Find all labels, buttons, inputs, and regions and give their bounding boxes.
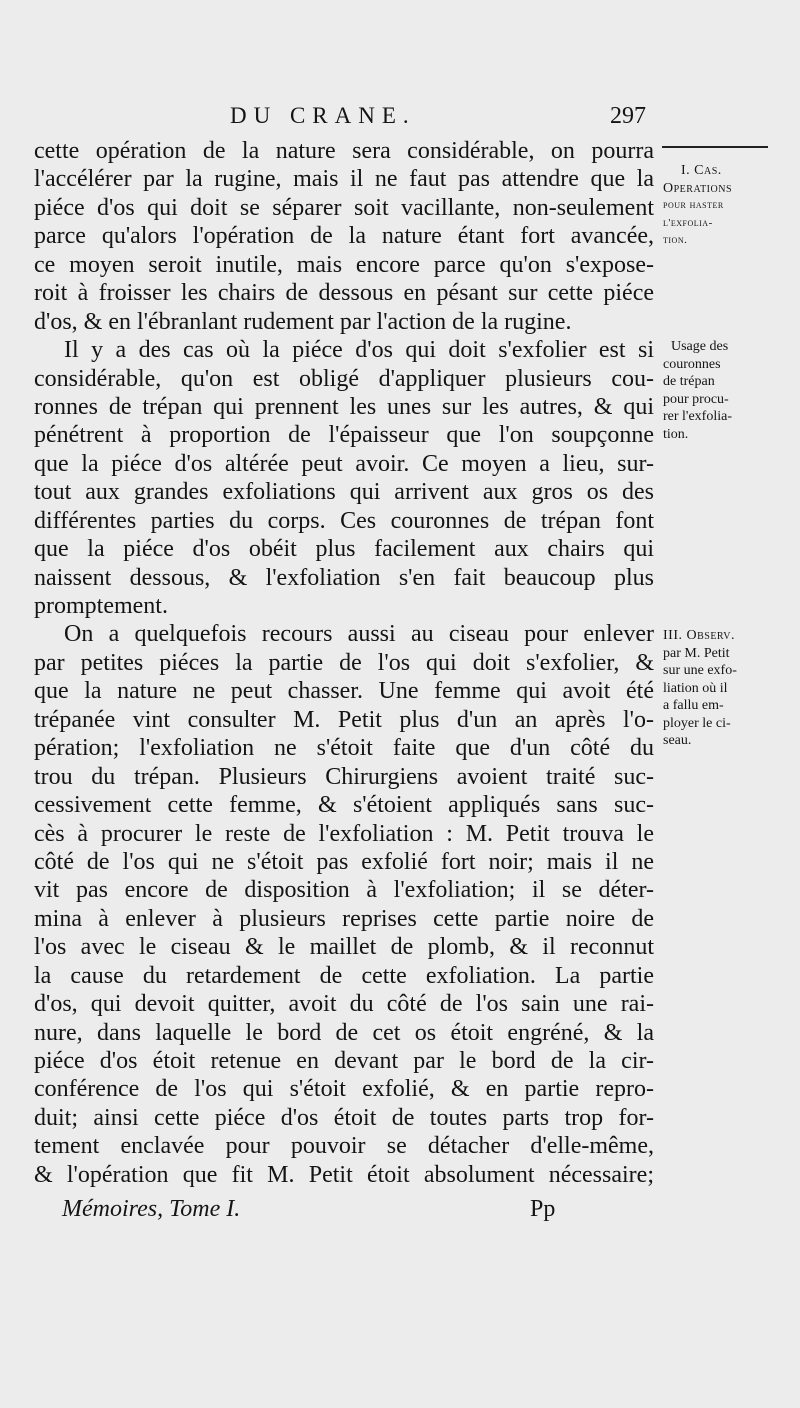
text-line: duit; ainsi cette piéce d'os étoit de toutes parts trop for- — [34, 1104, 654, 1131]
margin-note-line: tion. — [663, 234, 688, 246]
text-line: l'os avec le ciseau & le maillet de plomb, & il reconnut — [34, 934, 654, 961]
text-line: par petites piéces la partie de l'os qui doit s'exfolier, & — [34, 649, 654, 676]
margin-note-line: III. Observ. — [663, 628, 736, 643]
text-line: nure, dans laquelle le bord de cet os étoit engréné, & la — [34, 1019, 654, 1046]
text-line: tement enclavée pour pouvoir se détacher d'elle-même, — [34, 1133, 654, 1160]
text-line: que la piéce d'os obéit plus facilement aux chairs qui — [34, 536, 654, 563]
footer-title: Mémoires, Tome I. — [62, 1196, 241, 1222]
text-line: promptement. — [34, 593, 168, 619]
margin-note-line: I. Cas. — [681, 163, 722, 178]
margin-note-observation — [663, 627, 771, 750]
text-line: Il y a des cas où la piéce d'os qui doit s'exfolier est si — [64, 337, 654, 364]
text-line: tout aux grandes exfoliations qui arrivent aux gros os des — [34, 479, 654, 506]
margin-note-line: liation où il — [663, 680, 728, 696]
text-line: l'accélérer par la rugine, mais il ne faut pas attendre que la — [34, 166, 654, 193]
text-line: ronnes de trépan qui prennent les unes sur les autres, & qui — [34, 393, 654, 420]
text-line: cessivement cette femme, & s'étoient appliqués sans suc- — [34, 792, 654, 819]
margin-note-line: de trépan — [663, 374, 715, 389]
signature-mark: Pp — [530, 1196, 556, 1222]
margin-note-line: a fallu em- — [663, 698, 724, 713]
text-line: trépanée vint consulter M. Petit plus d'un an après l'o- — [34, 706, 654, 733]
text-line: différentes parties du corps. Ces couronnes de trépan font — [34, 507, 654, 534]
margin-note-line: pour haster — [663, 199, 724, 211]
text-line: cès à procurer le reste de l'exfoliation : M. Petit trouva le — [34, 820, 654, 847]
margin-note-line: ployer le ci- — [663, 715, 731, 731]
text-line: parce qu'alors l'opération de la nature étant fort avancée, — [34, 223, 654, 250]
text-line: & l'opération que fit M. Petit étoit absolument nécessaire; — [34, 1161, 654, 1188]
margin-note-line: par M. Petit — [663, 645, 730, 661]
margin-note-line: rer l'exfolia- — [663, 409, 732, 424]
text-line: d'os, qui devoit quitter, avoit du côté de l'os sain une rai- — [34, 991, 654, 1018]
text-line: vit pas encore de disposition à l'exfoliation; il se déter- — [34, 877, 654, 904]
page-number: 297 — [610, 103, 646, 129]
body-text — [34, 137, 654, 1189]
margin-note-line: l'exfolia- — [663, 216, 713, 229]
text-line: roit à froisser les chairs de dessous en pésant sur cette piéce — [34, 280, 654, 307]
text-line: pération; l'exfoliation ne s'étoit faite que d'un côté du — [34, 735, 654, 762]
text-line: trou du trépan. Plusieurs Chirurgiens avoient traité suc- — [34, 763, 654, 790]
text-line: d'os, & en l'ébranlant rudement par l'action de la rugine. — [34, 308, 572, 335]
margin-note-line: couronnes — [663, 356, 721, 372]
text-line: que la nature ne peut chasser. Une femme qui avoit été — [34, 678, 654, 705]
margin-note-line: pour procu- — [663, 391, 729, 407]
text-line: la cause du retardement de cette exfoliation. La partie — [34, 962, 654, 989]
text-line: ce moyen seroit inutile, mais encore parce qu'on s'expose- — [34, 251, 654, 278]
margin-note-line: seau. — [663, 733, 692, 748]
text-line: piéce d'os qui doit se séparer soit vacillante, non-seulement — [34, 194, 654, 221]
margin-rule — [662, 146, 768, 148]
text-line: piéce d'os étoit retenue en devant par le bord de la cir- — [34, 1048, 654, 1074]
margin-note-case — [663, 162, 771, 250]
text-line: cette opération de la nature sera considérable, on pourra — [34, 138, 654, 164]
margin-note-crowns — [663, 338, 771, 443]
text-line: naissent dessous, & l'exfoliation s'en fait beaucoup plus — [34, 564, 654, 591]
text-line: que la piéce d'os altérée peut avoir. Ce moyen a lieu, sur- — [34, 450, 654, 477]
margin-note-line: Operations — [663, 180, 733, 196]
text-line: considérable, qu'on est obligé d'appliquer plusieurs cou- — [34, 365, 654, 392]
margin-note-line: sur une exfo- — [663, 663, 737, 678]
text-line: mina à enlever à plusieurs reprises cette partie noire de — [34, 905, 654, 932]
text-line: côté de l'os qui ne s'étoit pas exfolié fort noir; mais il ne — [34, 848, 654, 875]
margin-note-line: Usage des — [671, 339, 729, 354]
running-head: DU CRANE. — [230, 103, 416, 128]
text-line: conférence de l'os qui s'étoit exfolié, & en partie repro- — [34, 1076, 654, 1103]
text-line: pénétrent à proportion de l'épaisseur que l'on soupçonne — [34, 422, 654, 449]
text-line: On a quelquefois recours aussi au ciseau pour enlever — [64, 621, 654, 648]
margin-note-line: tion. — [663, 426, 689, 442]
